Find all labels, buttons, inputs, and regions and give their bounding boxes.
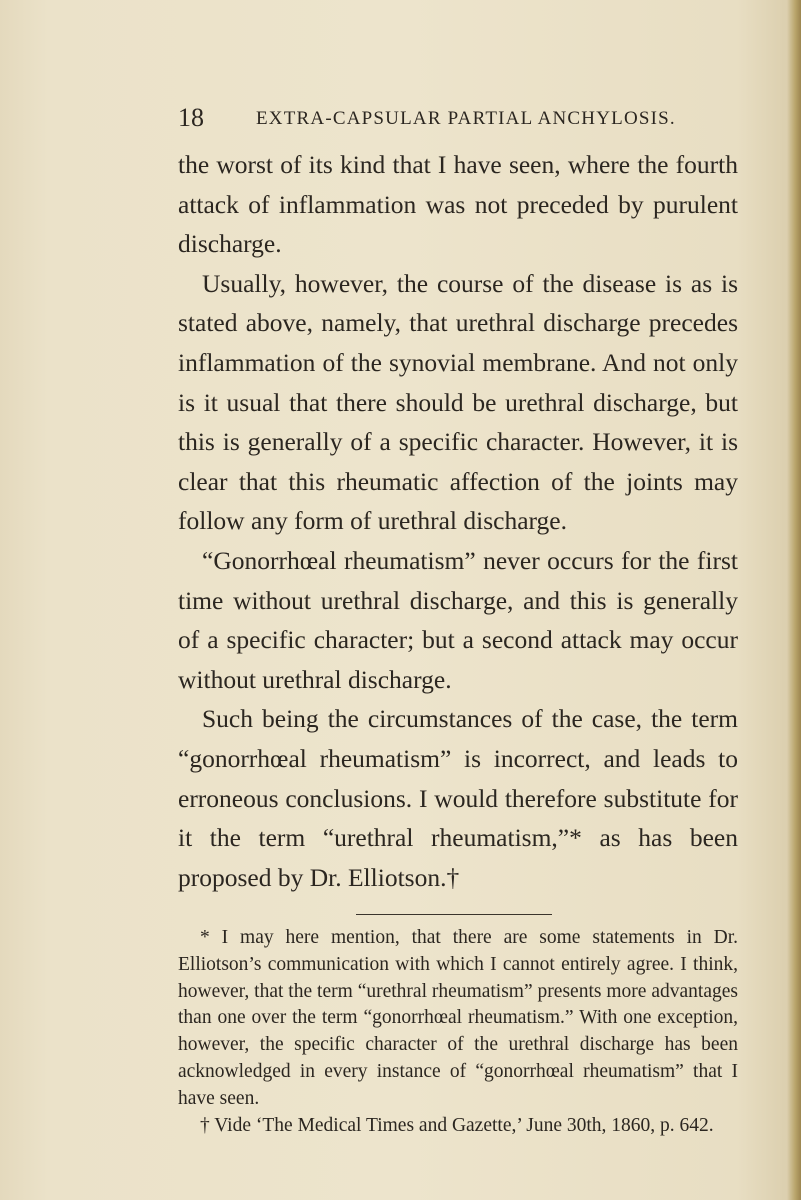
page-edge-shadow (787, 0, 801, 1200)
body-text (178, 145, 738, 897)
footnotes (178, 925, 738, 1139)
paragraph: Such being the circumstances of the case, the term “gonorrhœal rheumatism” is incorrect, and leads to erroneous conclusions. I would therefore substitute for it the term “urethral rheumatism,”* as has been proposed by Dr. Elliotson.† (178, 704, 738, 892)
running-head: EXTRA-CAPSULAR PARTIAL ANCHYLOSIS. (256, 108, 676, 129)
page-header (178, 103, 738, 133)
page-number: 18 (178, 103, 204, 132)
paragraph: Usually, however, the course of the disease is as is stated above, namely, that urethral discharge precedes inflammation of the synovial membrane. And not only is it usual that there should be urethral discharge, but this is generally of a specific character. However, it is clear that this rheumatic affection of the joints may follow any form of urethral discharge. (178, 268, 738, 536)
footnote: † Vide ‘The Medical Times and Gazette,’ June 30th, 1860, p. 642. (200, 1114, 714, 1136)
footnote-rule (356, 914, 552, 915)
paragraph: the worst of its kind that I have seen, where the fourth attack of inflammation was not preceded by purulent discharge. (178, 150, 738, 259)
paragraph: “Gonorrhœal rheumatism” never occurs for the first time without urethral discharge, and this is generally of a specific character; but a second attack may occur without urethral discharge. (178, 545, 738, 694)
footnote: * I may here mention, that there are some statements in Dr. Elliotson’s communication with which I cannot entirely agree. I think, however, that the term “urethral rheumatism” presents more advantages than one over the term “gonorrhœal rheumatism.” With one exception, however, the specific character of the urethral discharge has been acknowledged in every instance of “gonorrhœal rheumatism” that I have seen. (178, 927, 738, 1109)
